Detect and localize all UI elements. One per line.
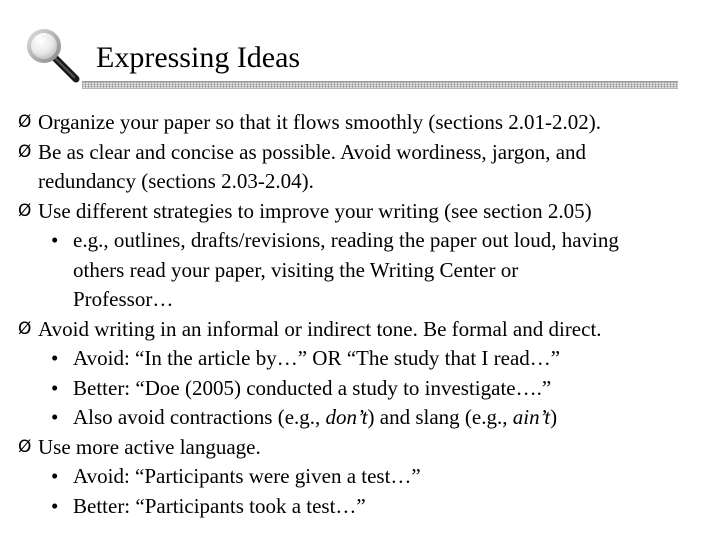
arrow-bullet-icon: Ø [18, 200, 32, 221]
sub-bullet-better-active [18, 492, 708, 522]
sub-bullet-text-continued: Professor… [73, 287, 174, 311]
bullet-text: Use more active language. [38, 434, 261, 459]
arrow-bullet-icon: Ø [18, 436, 32, 457]
magnifying-glass-icon [24, 24, 84, 86]
sub-bullet-text-mid: ) and slang (e.g., [367, 405, 513, 429]
sub-bullet-text: Better: “Participants took a test…” [73, 493, 366, 518]
sub-bullet-text: e.g., outlines, drafts/revisions, reading the paper out loud, having [73, 228, 619, 252]
bullet-text: Organize your paper so that it flows smoothly (sections 2.01-2.02). [38, 110, 602, 134]
sub-bullet-text: Better: “Doe (2005) conducted a study to investigate….” [73, 375, 552, 400]
arrow-bullet-icon: Ø [18, 112, 32, 132]
title-divider [82, 81, 678, 89]
bullet-text: Use different strategies to improve your writing (see section 2.05) [38, 198, 592, 223]
dot-bullet-icon: • [51, 464, 59, 488]
sub-bullet-avoid-passive [18, 462, 708, 492]
arrow-bullet-icon: Ø [18, 141, 32, 162]
sub-bullet-text-continued: others read your paper, visiting the Writing Center or [73, 257, 519, 282]
sub-bullet-text-prefix: Also avoid contractions (e.g., [73, 405, 326, 429]
bullet-text: Be as clear and concise as possible. Avoid wordiness, jargon, and [38, 139, 587, 164]
sub-bullet-text: Avoid: “Participants were given a test…” [73, 464, 421, 488]
bullet-organize [18, 108, 708, 138]
dot-bullet-icon: • [51, 346, 59, 370]
sub-bullet-better [18, 374, 708, 404]
dot-bullet-icon: • [51, 375, 59, 400]
example-slang: ain’t [512, 405, 551, 429]
dot-bullet-icon: • [51, 493, 59, 518]
dot-bullet-icon: • [51, 405, 59, 429]
example-contraction: don’t [325, 405, 368, 429]
bullet-strategies [18, 197, 708, 227]
dot-bullet-icon: • [51, 228, 59, 252]
sub-bullet-examples [18, 226, 708, 315]
sub-bullet-contractions [18, 403, 708, 433]
bullet-active-language [18, 433, 708, 463]
sub-bullet-text: Avoid: “In the article by…” OR “The study that I read…” [73, 346, 561, 370]
bullet-clear-concise [18, 138, 708, 197]
bullet-text: Avoid writing in an informal or indirect tone. Be formal and direct. [38, 316, 602, 341]
bullet-text-continued: redundancy (sections 2.03-2.04). [38, 169, 314, 193]
arrow-bullet-icon: Ø [18, 318, 32, 339]
bullet-list [18, 108, 708, 521]
bullet-tone [18, 315, 708, 345]
slide-title: Expressing Ideas [96, 41, 301, 74]
sub-bullet-avoid [18, 344, 708, 374]
sub-bullet-text-suffix: ) [550, 405, 558, 429]
